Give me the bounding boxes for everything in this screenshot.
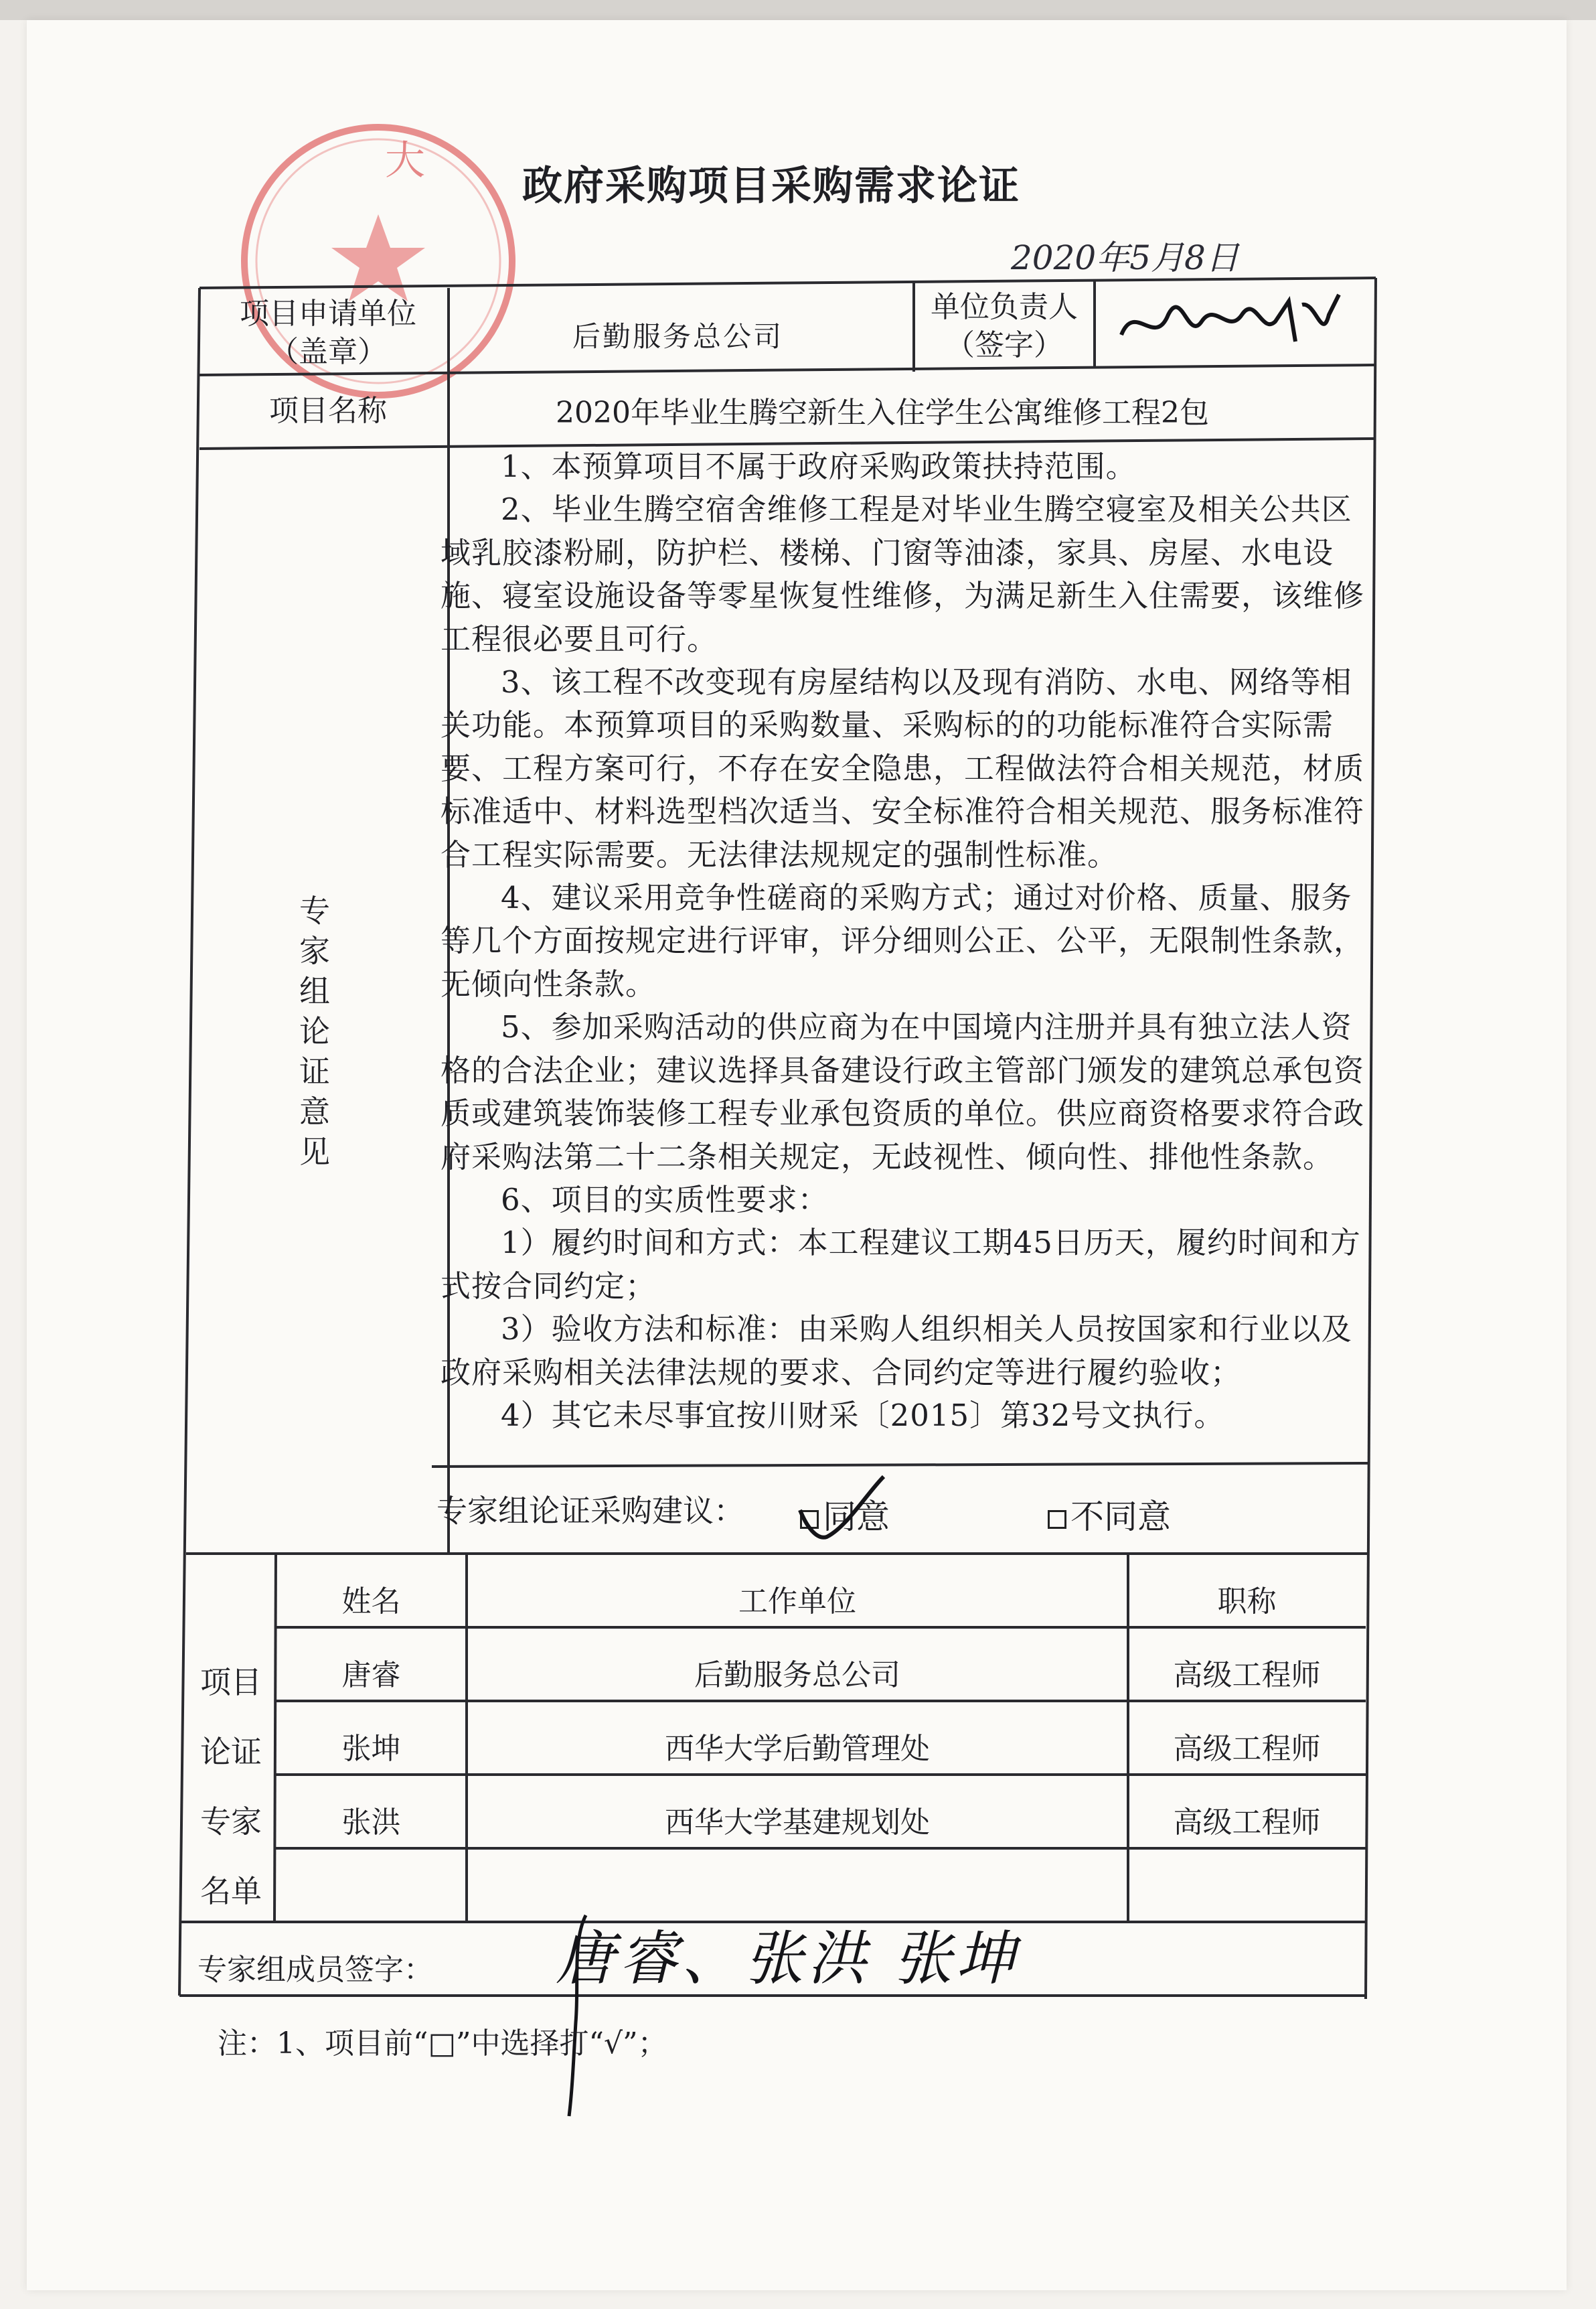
expert-title: 高级工程师 bbox=[1173, 1805, 1321, 1840]
leader-signature bbox=[1108, 275, 1349, 362]
document-date: 2020年5月8日 bbox=[1011, 238, 1239, 277]
header-title: 职称 bbox=[1217, 1584, 1277, 1619]
header-unit: 工作单位 bbox=[738, 1584, 856, 1619]
side-label-line: 论证 bbox=[200, 1734, 262, 1770]
expert-title: 高级工程师 bbox=[1173, 1732, 1321, 1766]
agree-label: 同意 bbox=[823, 1497, 890, 1536]
signature-label: 专家组成员签字： bbox=[197, 1953, 433, 1987]
expert-signatures: 唐睿、张洪 张坤 bbox=[556, 1924, 1019, 1993]
opinion-paragraph: 6、项目的实质性要求： bbox=[501, 1181, 829, 1217]
applicant-value: 后勤服务总公司 bbox=[572, 320, 784, 353]
side-label-line: 专家 bbox=[200, 1803, 262, 1840]
opinion-paragraph: 1、本预算项目不属于政府采购政策扶持范围。 bbox=[501, 449, 1137, 484]
signature-stroke bbox=[546, 1902, 626, 2123]
expert-name: 唐睿 bbox=[341, 1658, 401, 1692]
opinion-paragraph: 3、该工程不改变现有房屋结构以及现有消防、水电、网络等相关功能。本预算项目的采购数量、采购标的的功能标准符合实际需要、工程方案可行，不存在安全隐患，工程做法符合相关规范，材质标准适中、材料选型档次适当、安全标准符合相关规范、服务标准符合工程实际需要。无法律法规规定的强制性标准。 bbox=[441, 664, 1365, 873]
recommendation-row bbox=[436, 1487, 744, 1531]
side-label-line: 项目 bbox=[200, 1664, 262, 1700]
project-name-label: 项目名称 bbox=[269, 394, 387, 428]
disagree-option[interactable] bbox=[1048, 1490, 1171, 1538]
svg-text:大: 大 bbox=[385, 137, 425, 184]
recommendation-label: 专家组论证采购建议： bbox=[436, 1493, 744, 1529]
applicant-label: 项目申请单位 （盖章） bbox=[240, 297, 416, 370]
footnote: 注：1、项目前“□”中选择打“√”； bbox=[218, 2026, 667, 2061]
checkmark-icon bbox=[793, 1473, 887, 1547]
expert-title: 高级工程师 bbox=[1173, 1658, 1321, 1692]
expert-unit: 西华大学基建规划处 bbox=[665, 1805, 930, 1840]
opinion-body bbox=[441, 445, 1368, 1437]
disagree-label: 不同意 bbox=[1070, 1497, 1171, 1536]
header-name: 姓名 bbox=[341, 1584, 401, 1619]
expert-name: 张洪 bbox=[341, 1805, 401, 1840]
disagree-checkbox[interactable] bbox=[1048, 1510, 1066, 1529]
document-title: 政府采购项目采购需求论证 bbox=[522, 163, 1020, 210]
experts-side-label bbox=[194, 1647, 268, 1926]
opinion-paragraph: 2、毕业生腾空宿舍维修工程是对毕业生腾空寝室及相关公共区域乳胶漆粉刷，防护栏、楼梯、门窗等油漆，家具、房屋、水电设施、寝室设施设备等零星恢复性维修，为满足新生入住需要，该维修工程很必要且可行。 bbox=[441, 492, 1365, 657]
opinion-paragraph: 4、建议采用竞争性磋商的采购方式；通过对价格、质量、服务等几个方面按规定进行评审，评分细则公正、公平，无限制性条款，无倾向性条款。 bbox=[441, 880, 1365, 1002]
leader-label: 单位负责人 （签字） bbox=[931, 290, 1078, 363]
expert-name: 张坤 bbox=[341, 1732, 401, 1766]
expert-unit: 后勤服务总公司 bbox=[694, 1658, 900, 1692]
side-label-line: 名单 bbox=[200, 1873, 262, 1909]
opinion-paragraph: 4）其它未尽事宜按川财采〔2015〕第32号文执行。 bbox=[501, 1397, 1225, 1433]
opinion-paragraph: 1）履约时间和方式：本工程建议工期45日历天，履约时间和方式按合同约定； bbox=[441, 1225, 1361, 1304]
opinion-label: 专家组论证意见 bbox=[299, 893, 330, 1170]
opinion-paragraph: 3）验收方法和标准：由采购人组织相关人员按国家和行业以及政府采购相关法律法规的要求、合同约定等进行履约验收； bbox=[441, 1311, 1352, 1390]
opinion-paragraph: 5、参加采购活动的供应商为在中国境内注册并具有独立法人资格的合法企业；建议选择具备建设行政主管部门颁发的建筑总承包资质或建筑装饰装修工程专业承包资质的单位。供应商资格要求符合政府采购法第二十二条相关规定，无歧视性、倾向性、排他性条款。 bbox=[441, 1009, 1365, 1175]
project-name-value: 2020年毕业生腾空新生入住学生公寓维修工程2包 bbox=[556, 396, 1209, 430]
expert-unit: 西华大学后勤管理处 bbox=[665, 1732, 930, 1766]
